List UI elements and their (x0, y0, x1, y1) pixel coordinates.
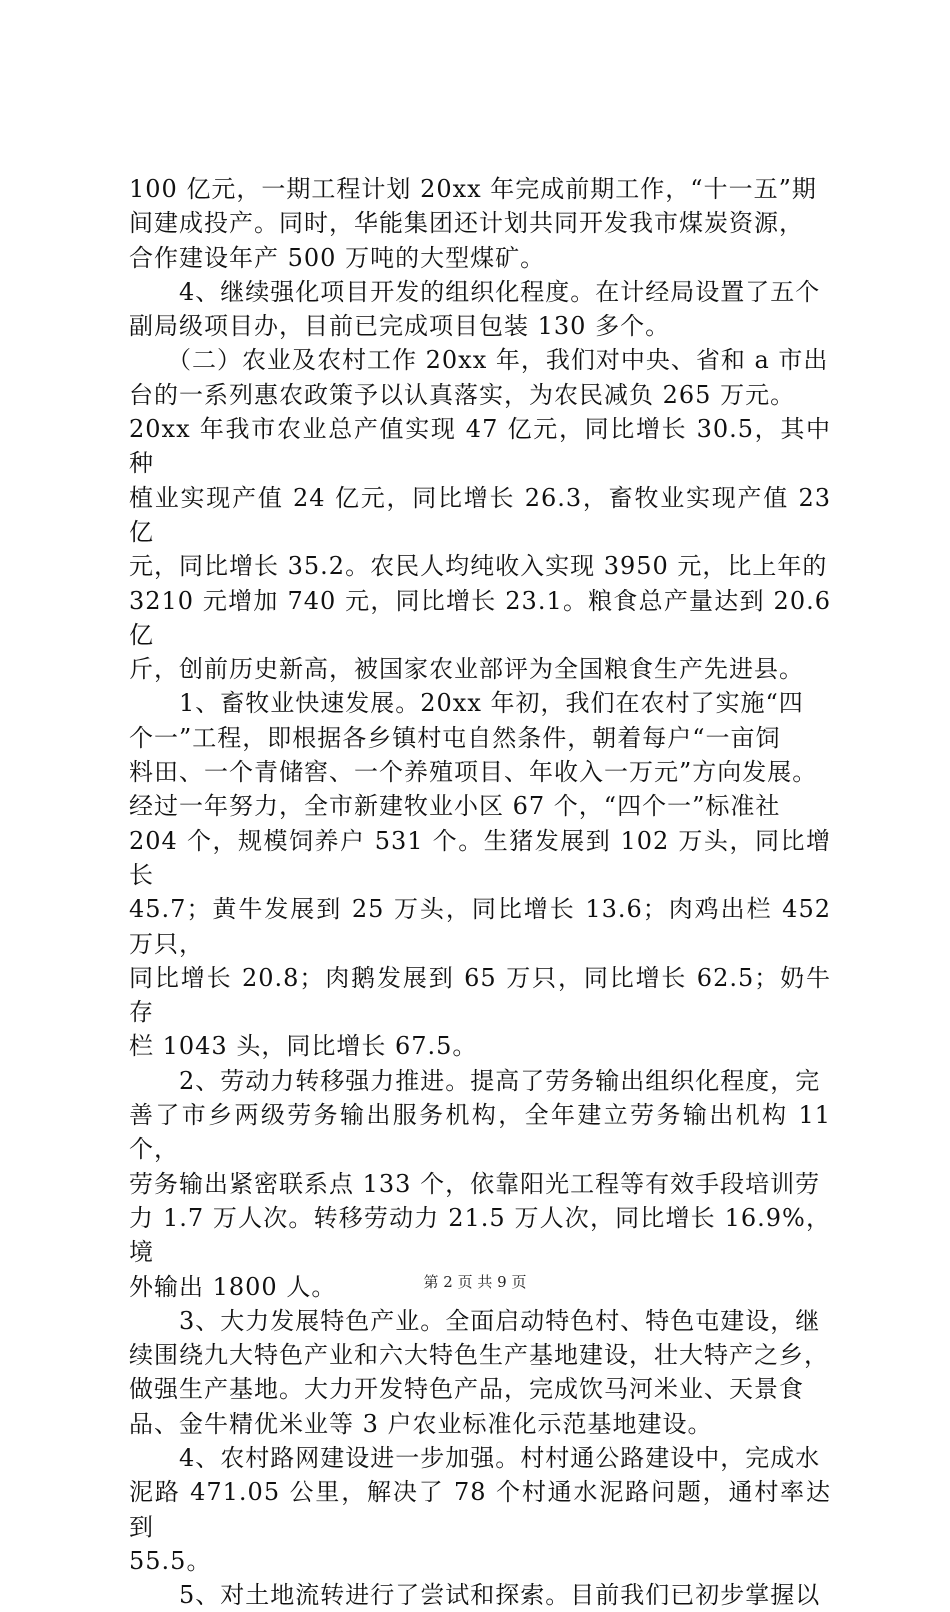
text-line: 间建成投产。同时，华能集团还计划共同开发我市煤炭资源， (129, 209, 804, 238)
text-line: 3210 元增加 740 元，同比增长 23.1。粮食总产量达到 20.6 亿 (129, 586, 831, 649)
text-line: 55.5。 (129, 1546, 212, 1575)
text-line: 力 1.7 万人次。转移劳动力 21.5 万人次，同比增长 16.9%，境 (129, 1203, 831, 1267)
text-line: 品、金牛精优米业等 3 户农业标准化示范基地建设。 (129, 1409, 713, 1438)
text-line: 4、农村路网建设进一步加强。村村通公路建设中，完成水 (129, 1443, 821, 1472)
text-line: 斤，创前历史新高，被国家农业部评为全国粮食生产先进县。 (129, 655, 804, 684)
text-line: 经过一年努力，全市新建牧业小区 67 个，“四个一”标准社 (129, 792, 781, 821)
text-line: 2、劳动力转移强力推进。提高了劳务输出组织化程度，完 (129, 1066, 821, 1095)
text-line: 栏 1043 头，同比增长 67.5。 (129, 1032, 478, 1061)
text-line: 同比增长 20.8；肉鹅发展到 65 万只，同比增长 62.5；奶牛存 (129, 963, 831, 1027)
text-line: 元，同比增长 35.2。农民人均纯收入实现 3950 元，比上年的 (129, 552, 828, 581)
text-line: 100 亿元，一期工程计划 20xx 年完成前期工作，“十一五”期 (129, 175, 817, 203)
text-line: 劳务输出紧密联系点 133 个，依靠阳光工程等有效手段培训劳 (129, 1169, 821, 1198)
text-line: 泥路 471.05 公里，解决了 78 个村通水泥路问题，通村率达到 (129, 1478, 831, 1541)
text-line: 善了市乡两级劳务输出服务机构，全年建立劳务输出机构 11 个， (129, 1101, 831, 1164)
text-line: 1、畜牧业快速发展。20xx 年初，我们在农村了实施“四 (129, 689, 804, 718)
text-line: 植业实现产值 24 亿元，同比增长 26.3，畜牧业实现产值 23 亿 (129, 483, 831, 546)
text-line: 副局级项目办，目前已完成项目包装 130 多个。 (129, 312, 671, 341)
text-line: 3、大力发展特色产业。全面启动特色村、特色屯建设，继 (129, 1306, 821, 1335)
text-line: 做强生产基地。大力开发特色产品，完成饮马河米业、天景食 (129, 1375, 804, 1404)
document-body (129, 172, 831, 1612)
text-line: 料田、一个青储窖、一个养殖项目、年收入一万元”方向发展。 (129, 758, 818, 787)
text-line: 续围绕九大特色产业和六大特色生产基地建设，壮大特产之乡， (129, 1341, 829, 1370)
text-line: 合作建设年产 500 万吨的大型煤矿。 (129, 243, 546, 272)
text-line: 外输出 1800 人。 (129, 1272, 337, 1301)
text-line: 20xx 年我市农业总产值实现 47 亿元，同比增长 30.5，其中种 (129, 415, 831, 478)
text-line: 4、继续强化项目开发的组织化程度。在计经局设置了五个 (129, 277, 821, 306)
text-line: （二）农业及农村工作 20xx 年，我们对中央、省和 a 市出 (129, 346, 829, 375)
text-line: 台的一系列惠农政策予以认真落实，为农民减负 265 万元。 (129, 380, 796, 409)
text-line: 个一”工程，即根据各乡镇村屯自然条件，朝着每户“一亩饲 (129, 723, 781, 752)
text-line: 204 个，规模饲养户 531 个。生猪发展到 102 万头，同比增长 (129, 826, 831, 889)
text-line: 45.7；黄牛发展到 25 万头，同比增长 13.6；肉鸡出栏 452 万只， (129, 895, 831, 958)
text-line: 5、对土地流转进行了尝试和探索。目前我们已初步掌握以 (129, 1581, 821, 1610)
page-number-footer: 第 2 页 共 9 页 (423, 1273, 527, 1291)
